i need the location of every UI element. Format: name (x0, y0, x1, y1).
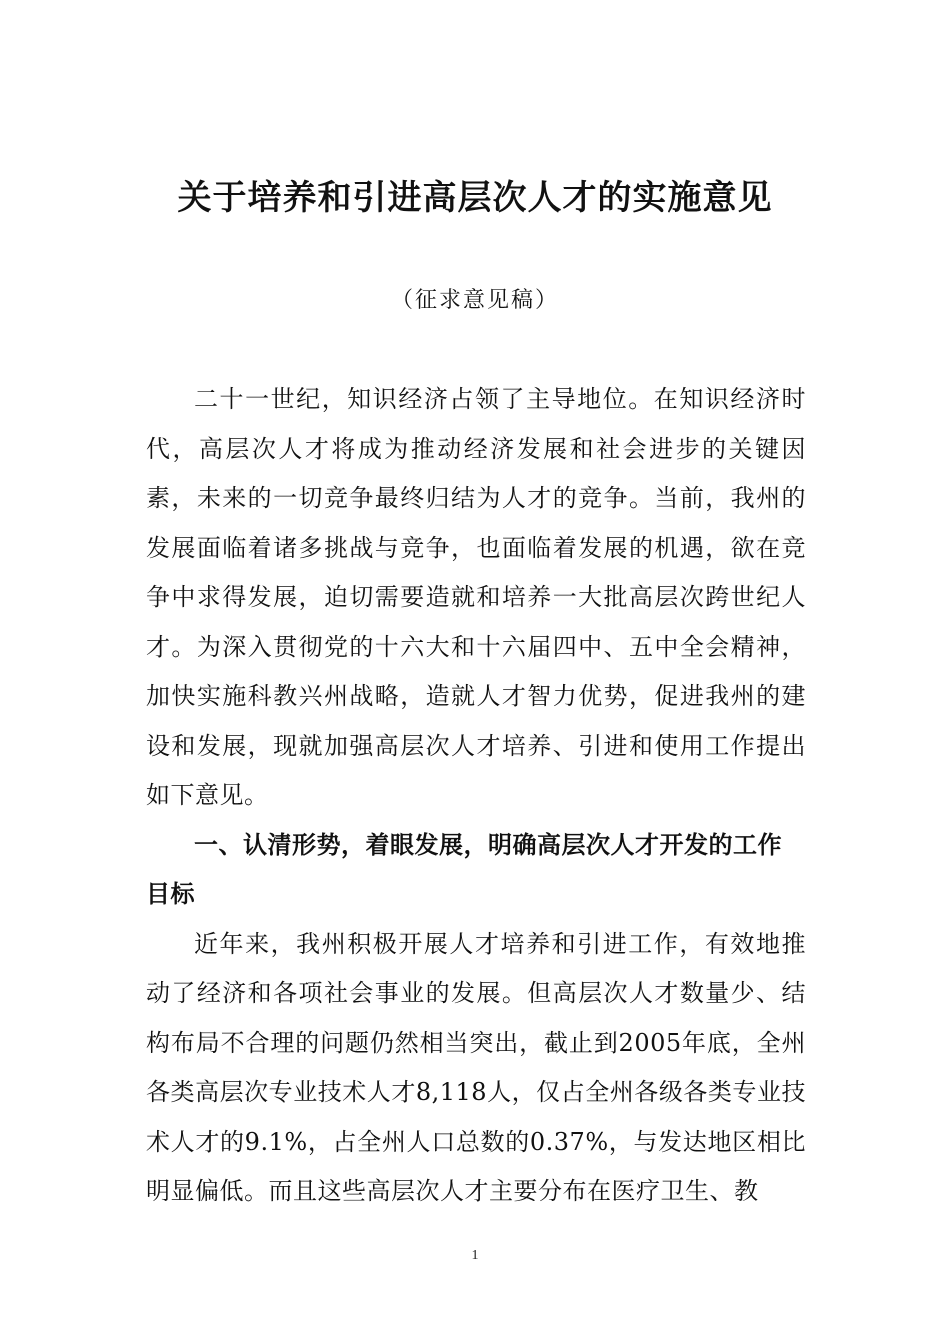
document-title: 关于培养和引进高层次人才的实施意见 (177, 178, 773, 218)
section-paragraph: 近年来，我州积极开展人才培养和引进工作，有效地推动了经济和各项社会事业的发展。但高层次人才数量少、结构布局不合理的问题仍然相当突出，截止到2005年底，全州各类高层次专业技术人才8,118人，仅占全州各级各类专业技术人才的9.1%，占全州人口总数的0.37%，与发达地区相比明显偏低。而且这些高层次人才主要分布在医疗卫生、教 (146, 929, 806, 1205)
page-number: 1 (471, 1248, 479, 1263)
section-heading: 一、认清形势，着眼发展，明确高层次人才开发的工作目标 (146, 830, 782, 908)
intro-paragraph: 二十一世纪，知识经济占领了主导地位。在知识经济时代，高层次人才将成为推动经济发展和社会进步的关键因素，未来的一切竞争最终归结为人才的竞争。当前，我州的发展面临着诸多挑战与竞争，也面临着发展的机遇，欲在竞争中求得发展，迫切需要造就和培养一大批高层次跨世纪人才。为深入贯彻党的十六大和十六届四中、五中全会精神，加快实施科教兴州战略，造就人才智力优势，促进我州的建设和发展，现就加强高层次人才培养、引进和使用工作提出如下意见。 (146, 385, 806, 809)
document-body (146, 375, 806, 1217)
document-subtitle: （征求意见稿） (390, 288, 559, 313)
